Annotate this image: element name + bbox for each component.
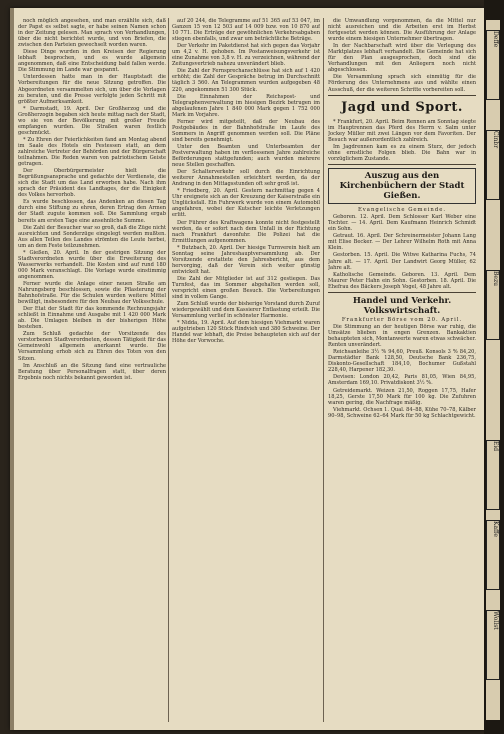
column-divider xyxy=(168,18,169,722)
sport-section-heading: Jagd und Sport. xyxy=(341,99,463,115)
newspaper-page xyxy=(10,8,484,730)
article-paragraph: * Frankfurt, 20. April. Beim Rennen am Sonntag siegte im Hauptrennen das Pferd des Herrn v. Salm unter Jockey Müller mit zwei Längen vor dem Favoriten. Der Besuch war außerordentlich zahlreich. xyxy=(328,118,476,143)
article-paragraph: Zum Schluß gedachte der Vorsitzende des verstorbenen Stadtverordneten, dessen Tätigkeit für das Gemeinwohl allgemein anerkannt wurde. Die Versammlung erhob sich zu Ehren des Toten von den Sitzen. xyxy=(18,331,166,362)
article-paragraph: In der Nachbarschaft wird über die Verlegung des Marktplatzes lebhaft verhandelt. Die Gemeinde hat sich für den Plan ausgesprochen, doch sind die Verhandlungen mit den Anliegern noch nicht abgeschlossen. xyxy=(328,43,476,74)
article-paragraph: Diese Dinge wurden in den Kreisen der Regierung lebhaft besprochen, und es wurde allgemein angenommen, daß eine Entscheidung bald fallen werde. Die Stimmung im Lande war gespannt. xyxy=(18,49,166,74)
article-paragraph: Gestorben. 15. April. Die Witwe Katharina Fuchs, 74 Jahre alt. — 17. April. Der Landwirt Georg Müller, 62 Jahre alt. xyxy=(328,252,476,271)
article-paragraph: Zum Schluß wurde der bisherige Vorstand durch Zuruf wiedergewählt und dem Kassierer Entlastung erteilt. Die Versammlung verlief in schönster Harmonie. xyxy=(172,301,320,320)
article-paragraph: * Gießen, 20. April. In der gestrigen Sitzung der Stadtverordneten wurde über die Erweiterung des Wasserwerks verhandelt. Die Kosten sind auf rund 180 000 Mark veranschlagt. Die Vorlage wurde einstimmig angenommen. xyxy=(18,249,166,280)
trade-section-heading: Handel und Verkehr. Volkswirtschaft. xyxy=(352,295,452,316)
edge-fragment: Bezu xyxy=(486,270,500,340)
article-paragraph: Unterdessen hatte man in der Hauptstadt die Vorbereitungen für die neue Sitzung getroffen. Die Abgeordneten versammelten sich, um über die Vorlagen zu beraten, und die Presse verfolgte jeden Schritt mit größter Aufmerksamkeit. xyxy=(18,74,166,105)
article-paragraph: * Darmstadt, 19. April. Der Großherzog und die Großherzogin begaben sich heute mittag nach der Stadt, wo sie von der Bevölkerung mit großer Freude empfangen wurden. Die Straßen waren festlich geschmückt. xyxy=(18,105,166,136)
article-paragraph: Die Stimmung an der heutigen Börse war ruhig, die Umsätze blieben in engen Grenzen. Bankaktien behaupteten sich, Montanwerte waren etwas schwächer. Renten unverändert. xyxy=(328,324,476,349)
church-register-subheading: Evangelische Gemeinde. xyxy=(357,206,447,213)
edge-fragment: Cinbr xyxy=(486,130,500,200)
article-paragraph: Ferner wurde die Anlage einer neuen Straße am Nahrungsberg beschlossen, sowie die Pflasterung der Bahnhofstraße. Für die Schulen wurden weitere Mittel bewilligt, insbesondere für den Neubau der Volksschule. xyxy=(18,280,166,306)
article-paragraph: Es wurde beschlossen, das Andenken an diesen Tag durch eine Stiftung zu ehren, deren Ertrag den Armen der Stadt zugute kommen soll. Die Sammlung ergab bereits am ersten Tage eine ansehnliche Summe. xyxy=(18,199,166,224)
article-paragraph: Ferner wird mitgeteilt, daß der Neubau des Postgebäudes in der Bahnhofstraße im Laufe des Sommers in Angriff genommen werden soll. Die Pläne sind bereits genehmigt. xyxy=(172,118,320,143)
article-paragraph: noch möglich angesehen, und man erzählte sich, daß der Papst es selbst sagte, er habe seinen Namen schon in der Zeitung gelesen. Man sprach von Verhandlungen, über die nicht berichtet wurde, und von Briefen, die zwischen den Parteien gewechselt worden waren. xyxy=(18,18,166,49)
article-paragraph: Katholische Gemeinde. Geboren. 13. April. Dem Maurer Peter Hahn ein Sohn. Gestorben. 18. April. Die Ehefrau des Bäckers Joseph Vogel, 48 Jahre alt. xyxy=(328,271,476,290)
adjacent-page-edge xyxy=(486,20,500,720)
edge-fragment: Deffe xyxy=(486,30,500,100)
edge-fragment: Eid xyxy=(486,440,500,510)
article-paragraph: Die Zahl der Besucher war so groß, daß die Züge nicht ausreichten und Sonderzüge eingelegt werden mußten. Aus allen Teilen des Landes strömten die Leute herbei, um an dem Feste teilzunehmen. xyxy=(18,224,166,249)
article-paragraph: Die Zahl der Mitglieder ist auf 312 gestiegen. Das Turnfest, das im Sommer abgehalten werden soll, verspricht einen großen Besuch. Die Vorbereitungen sind in vollem Gange. xyxy=(172,275,320,301)
article-paragraph: die Umwandlung vorgenommen, da die Mittel nur nicht ausreichen und die Arbeiten erst im Herbst fortgesetzt werden können. Die Ausführung der Anlage wurde einem hiesigen Unternehmer übertragen. xyxy=(328,18,476,43)
article-paragraph: * Nidda, 19. April. Auf dem hiesigen Viehmarkt waren aufgetrieben 120 Stück Rindvieh und 380 Schweine. Der Handel war lebhaft, die Preise behaupteten sich auf der Höhe der Vorwoche. xyxy=(172,320,320,345)
article-paragraph: Der Schalterverkehr soll durch die Einrichtung weiterer Annahmestellen erleichtert werden, da der Andrang in den Mittagsstunden oft sehr groß ist. xyxy=(172,169,320,188)
article-paragraph: Der Verkehr im Paketdienst hat sich gegen das Vorjahr um 4,2 v. H. gehoben. Im Postanweisungsverkehr ist eine Zunahme von 3,8 v. H. zu verzeichnen, während der Zeitungsvertrieb nahezu unverändert blieb. xyxy=(172,43,320,68)
column-divider xyxy=(323,18,324,722)
article-paragraph: auf 20 244, die Telegramme auf 51 365 auf 53 047, im Ganzen 15 von 12 503 auf 14 009 bzw. von 10 870 auf 10 771. Die Erträge der gewöhnlichen Verkehrsabgaben stiegen ebenfalls, und zwar um beträchtliche Beträge. xyxy=(172,18,320,43)
church-register-heading: Auszug aus den Kirchenbüchern der Stadt Gießen. xyxy=(328,168,476,204)
article-paragraph: Getreidemarkt. Weizen 21,50, Roggen 17,75, Hafer 18,25, Gerste 17,50 Mark für 100 kg. Die Zufuhren waren gering, die Nachfrage mäßig. xyxy=(328,387,476,406)
article-paragraph: Reichsanleihe 3½ % 94,60, Preuß. Konsols 3 % 84,20, Darmstädter Bank 128,50, Deutsche Bank 236,75, Diskonto-Gesellschaft 184,10, Bochumer Gußstahl 228,40, Harpener 182,30. xyxy=(328,349,476,374)
column-left xyxy=(18,18,166,722)
edge-fragment: Kaffe xyxy=(486,520,500,590)
article-paragraph: Der Oberbürgermeister hielt die Begrüßungsansprache und gedachte der Verdienste, die sich die Stadt um das Land erworben habe. Nach ihm sprach der Präsident des Landtages, der die Einigkeit des Volkes hervorhob. xyxy=(18,168,166,199)
page-fold-shadow xyxy=(10,8,14,730)
article-paragraph: Der Führer des Kraftwagens konnte nicht festgestellt werden, da er sofort nach dem Unfall in der Richtung nach Frankfurt davonfuhr. Die Polizei hat die Ermittlungen aufgenommen. xyxy=(172,219,320,244)
article-paragraph: Die Zahl der Fernsprechanschlüsse hat sich auf 1 420 erhöht; die Zahl der Gespräche betrug im Durchschnitt täglich 3 560. An Telegrammen wurden aufgegeben 48 220, angekommen 51 300 Stück. xyxy=(172,68,320,93)
article-paragraph: Im Jagdrennen kam es zu einem Sturz, der jedoch ohne ernstliche Folgen blieb. Die Bahn war in vorzüglichem Zustande. xyxy=(328,143,476,162)
article-paragraph: Devisen: London 20,42, Paris 81,05, Wien 84,95, Amsterdam 169,10. Privatdiskont 3½ %. xyxy=(328,374,476,387)
article-paragraph: Geboren. 12. April. Dem Schlosser Karl Weber eine Tochter. — 14. April. Dem Kaufmann Heinrich Schmidt ein Sohn. xyxy=(328,214,476,233)
article-paragraph: * Zu Ehren der Feierlichkeiten fand am Montag abend im Saale des Hotels ein Festessen statt, an dem zahlreiche Vertreter der Behörden und der Bürgerschaft teilnahmen. Die Reden waren von patriotischem Geiste getragen. xyxy=(18,136,166,168)
column-middle xyxy=(172,18,320,722)
edge-fragment: Wollst xyxy=(486,610,500,680)
article-paragraph: Getraut. 16. April. Der Schreinermeister Johann Lang mit Elise Becker. — Der Lehrer Wilhelm Roth mit Anna Klein. xyxy=(328,233,476,252)
article-paragraph: Die Versammlung sprach sich einmütig für die Förderung des Unternehmens aus und wählte einen Ausschuß, der die weiteren Schritte vorbereiten soll. xyxy=(328,74,476,93)
article-paragraph: Viehmarkt. Ochsen 1. Qual. 84–88, Kühe 70–78, Kälber 90–98, Schweine 62–64 Mark für 50 kg Schlachtgewicht. xyxy=(328,406,476,419)
article-paragraph: Im Anschluß an die Sitzung fand eine vertrauliche Beratung über Personalfragen statt, über deren Ergebnis noch nichts bekannt geworden ist. xyxy=(18,362,166,381)
article-paragraph: Die Einnahmen der Reichspost- und Telegraphenverwaltung im hiesigen Bezirk betrugen im abgelaufenen Jahre 1 840 000 Mark gegen 1 752 000 Mark im Vorjahre. xyxy=(172,93,320,118)
article-paragraph: * Friedberg, 20. April. Gestern nachmittag gegen 4 Uhr ereignete sich an der Kreuzung der Kaiserstraße ein Unglücksfall. Ein Fuhrwerk wurde von einem Automobil angefahren, wobei der Kutscher leichte Verletzungen erlitt. xyxy=(172,188,320,219)
article-paragraph: Unter den Beamten und Unterbeamten der Postverwaltung haben im verflossenen Jahre zahlreiche Beförderungen stattgefunden; auch wurden mehrere neue Stellen geschaffen. xyxy=(172,143,320,169)
article-paragraph: Der Etat der Stadt für das kommende Rechnungsjahr schließt in Einnahme und Ausgabe mit 1 420 000 Mark ab. Die Umlagen bleiben in der bisherigen Höhe bestehen. xyxy=(18,306,166,331)
article-paragraph: * Butzbach, 20. April. Der hiesige Turnverein hielt am Sonntag seine Jahreshauptversammlung ab. Der Vorsitzende erstattete den Jahresbericht, aus dem hervorging, daß der Verein sich weiter günstig entwickelt hat. xyxy=(172,244,320,275)
column-right xyxy=(328,18,476,722)
stock-exchange-subheading: Frankfurter Börse vom 20. April. xyxy=(341,316,463,323)
